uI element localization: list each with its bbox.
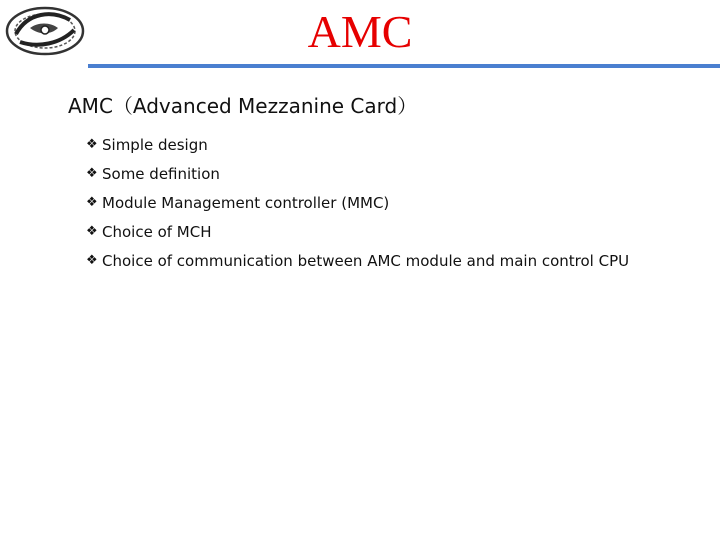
bullet-list <box>86 130 629 275</box>
bullet-text: Simple design <box>102 135 208 154</box>
slide-subtitle: AMC（Advanced Mezzanine Card） <box>68 94 418 118</box>
bullet-text: Choice of communication between AMC module and main control CPU <box>102 251 630 270</box>
list-item <box>86 217 629 246</box>
diamond-bullet-icon: ❖ <box>86 137 98 152</box>
list-item <box>86 159 629 188</box>
diamond-bullet-icon: ❖ <box>86 195 98 210</box>
diamond-bullet-icon: ❖ <box>86 166 98 181</box>
list-item <box>86 246 629 275</box>
bullet-text: Module Management controller (MMC) <box>102 193 390 212</box>
list-item <box>86 130 629 159</box>
diamond-bullet-icon: ❖ <box>86 224 98 239</box>
bullet-text: Some definition <box>102 164 220 183</box>
list-item <box>86 188 629 217</box>
slide-title: AMC <box>307 6 413 57</box>
diamond-bullet-icon: ❖ <box>86 253 98 268</box>
bullet-text: Choice of MCH <box>102 222 212 241</box>
title-divider <box>88 64 720 68</box>
